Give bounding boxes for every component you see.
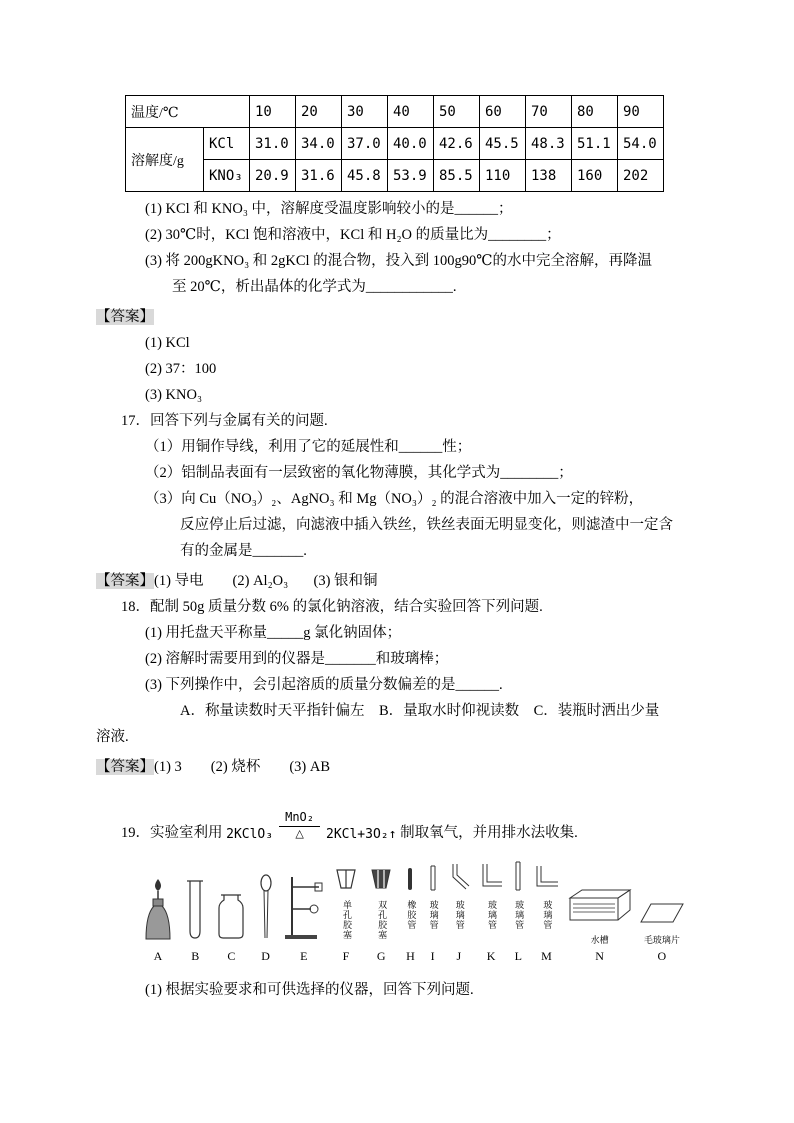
equipment-item-b <box>183 869 207 963</box>
equipment-item-j <box>447 862 471 963</box>
table-cell: 51.1 <box>572 128 618 160</box>
alcohol-lamp-icon <box>140 869 176 946</box>
q16-answer-label: 【答案】 <box>96 309 154 325</box>
equipment-label: 橡胶管 <box>406 900 417 930</box>
q18-answer-text: (1) 3 (2) 烧杯 (3) AB <box>154 759 330 775</box>
q19-text-after: 制取氧气，并用排水法收集. <box>396 825 578 841</box>
equipment-label: 玻璃管 <box>428 900 439 930</box>
table-cell: 31.0 <box>250 128 296 160</box>
table-cell: 45.5 <box>480 128 526 160</box>
equipment-item-m <box>532 864 560 963</box>
water-trough-icon <box>568 882 632 931</box>
equipment-item-n <box>568 882 632 963</box>
glass-tube-icon <box>426 864 440 897</box>
equipment-letter: N <box>595 949 604 963</box>
double-hole-stopper-icon <box>367 866 395 897</box>
q16-item-2: (2) 30℃时，KCl 饱和溶液中，KCl 和 H₂O 的质量比为________； <box>145 227 561 243</box>
q19-text-before: 19．实验室利用 <box>121 825 227 841</box>
equipment-letter: K <box>486 949 496 963</box>
equipment-letter: C <box>227 949 236 963</box>
table-cell: 40 <box>388 96 434 128</box>
table-cell: 34.0 <box>296 128 342 160</box>
table-cell: 45.8 <box>342 160 388 192</box>
equipment-item-e <box>283 869 325 963</box>
equipment-letter: E <box>300 949 308 963</box>
equipment-item-i <box>426 864 440 963</box>
equipment-letter: G <box>376 949 386 963</box>
equipment-letter: O <box>657 949 667 963</box>
equipment-letter: F <box>342 949 350 963</box>
equipment-letter: H <box>406 949 415 963</box>
equipment-label: 玻璃管 <box>454 900 465 930</box>
equipment-letter: I <box>430 949 435 963</box>
q17-item-1: （1）用铜作导线，利用了它的延展性和______性； <box>145 439 472 455</box>
table-cell: 10 <box>250 96 296 128</box>
table-cell: 90 <box>618 96 664 128</box>
q18-answer-label: 【答案】 <box>96 759 154 775</box>
q17-answer-text: (1) 导电 (2) Al₂O₃ (3) 银和铜 <box>154 573 378 589</box>
table-cell: 80 <box>572 96 618 128</box>
q16-answer-block <box>96 304 702 330</box>
table-cell: 110 <box>480 160 526 192</box>
q16-answer-1: (1) KCl <box>145 335 190 351</box>
table-cell: 温度/℃ <box>126 96 250 128</box>
table-cell: 70 <box>526 96 572 128</box>
glass-tube-icon <box>478 862 504 897</box>
equipment-letter: D <box>261 949 270 963</box>
q18-answer-line <box>96 754 702 780</box>
table-cell: 54.0 <box>618 128 664 160</box>
ground-glass-plate-icon <box>639 900 685 931</box>
equipment-letter: B <box>191 949 200 963</box>
q18-heading: 18．配制 50g 质量分数 6% 的氯化钠溶液，结合实验回答下列问题. <box>121 599 543 615</box>
gas-bottle-icon <box>214 869 248 946</box>
equipment-label: 毛玻璃片 <box>643 935 680 945</box>
q17-item-2: （2）铝制品表面有一层致密的氧化物薄膜，其化学式为________； <box>145 465 573 481</box>
equipment-item-l <box>511 860 525 963</box>
equipment-label: 玻璃管 <box>542 900 553 930</box>
q19-formula-right: 2KCl+3O₂↑ <box>326 827 397 842</box>
reaction-condition-stack <box>279 810 320 842</box>
table-row <box>126 96 664 128</box>
table-cell: 31.6 <box>296 160 342 192</box>
equipment-letter: L <box>514 949 522 963</box>
glass-tube-icon <box>532 864 560 897</box>
equipment-item-o <box>639 900 685 963</box>
equipment-label: 玻璃管 <box>514 900 525 930</box>
table-cell: 20 <box>296 96 342 128</box>
glass-tube-icon <box>511 860 525 897</box>
q16-item-3-continuation: 至 20℃，析出晶体的化学式为____________. <box>172 279 457 295</box>
q19-sub-question-1: (1) 根据实验要求和可供选择的仪器，回答下列问题. <box>145 982 474 998</box>
q16-answer-2: (2) 37：100 <box>145 361 217 377</box>
q17-heading: 17．回答下列与金属有关的问题. <box>121 413 328 429</box>
q17-item-3: （3）向 Cu（NO₃）₂、AgNO₃ 和 Mg（NO₃）₂ 的混合溶液中加入一定的锌粉， <box>145 491 644 507</box>
q16-answer-3: (3) KNO₃ <box>145 387 203 403</box>
table-cell: 20.9 <box>250 160 296 192</box>
catalyst-label: MnO₂ <box>279 810 320 827</box>
heat-triangle-symbol: △ <box>295 828 304 840</box>
equipment-letter: M <box>541 949 552 963</box>
equipment-item-f <box>332 866 360 963</box>
equipment-item-g <box>367 866 395 963</box>
table-cell: 138 <box>526 160 572 192</box>
q19-heading <box>121 810 702 842</box>
q19-formula-left: 2KClO₃ <box>226 827 274 842</box>
equipment-letter: J <box>456 949 462 963</box>
q18-options-line: A．称量读数时天平指针偏左 B．量取水时仰视读数 C．装瓶时洒出少量 <box>180 703 660 719</box>
q16-item-3: (3) 将 200gKNO₃ 和 2gKCl 的混合物，投入到 100g90℃的水中完全溶解，再降温 <box>145 253 653 269</box>
table-cell: 160 <box>572 160 618 192</box>
dropper-icon <box>256 869 276 946</box>
q17-answer-label: 【答案】 <box>96 573 154 589</box>
iron-stand-icon <box>283 869 325 946</box>
rubber-tube-icon <box>402 866 418 897</box>
table-cell: KNO₃ <box>204 160 250 192</box>
equipment-label: 水槽 <box>590 935 609 945</box>
equipment-label: 双孔胶塞 <box>377 900 388 940</box>
table-cell: 42.6 <box>434 128 480 160</box>
table-cell: 48.3 <box>526 128 572 160</box>
table-cell: 40.0 <box>388 128 434 160</box>
solubility-table <box>125 95 664 192</box>
table-cell: KCl <box>204 128 250 160</box>
table-cell: 202 <box>618 160 664 192</box>
q17-item-3-continuation-2: 有的金属是_______. <box>180 543 307 559</box>
test-tube-icon <box>183 869 207 946</box>
q17-answer-line <box>96 568 702 594</box>
glass-tube-icon <box>447 862 471 897</box>
table-cell: 30 <box>342 96 388 128</box>
q16-item-1: (1) KCl 和 KNO₃ 中，溶解度受温度影响较小的是______； <box>145 201 513 217</box>
table-cell: 50 <box>434 96 480 128</box>
equipment-item-d <box>256 869 276 963</box>
equipment-item-c <box>214 869 248 963</box>
table-row <box>126 160 664 192</box>
equipment-item-a <box>140 869 176 963</box>
table-cell: 溶解度/g <box>126 128 204 192</box>
table-cell: 85.5 <box>434 160 480 192</box>
q18-item-3: (3) 下列操作中，会引起溶质的质量分数偏差的是______. <box>145 677 503 693</box>
equipment-letter: A <box>153 949 163 963</box>
single-hole-stopper-icon <box>332 866 360 897</box>
q18-options-continuation: 溶液. <box>96 729 129 745</box>
q17-item-3-continuation-1: 反应停止后过滤，向滤液中插入铁丝，铁丝表面无明显变化，则滤渣中一定含 <box>180 517 673 533</box>
equipment-item-k <box>478 862 504 963</box>
q18-item-1: (1) 用托盘天平称量_____g 氯化钠固体； <box>145 625 402 641</box>
table-cell: 53.9 <box>388 160 434 192</box>
q18-item-2: (2) 溶解时需要用到的仪器是_______和玻璃棒； <box>145 651 449 667</box>
table-cell: 60 <box>480 96 526 128</box>
equipment-label: 单孔胶塞 <box>341 900 352 940</box>
table-row <box>126 128 664 160</box>
table-cell: 37.0 <box>342 128 388 160</box>
equipment-item-h <box>402 866 418 963</box>
equipment-label: 玻璃管 <box>486 900 497 930</box>
equipment-row <box>140 860 685 963</box>
